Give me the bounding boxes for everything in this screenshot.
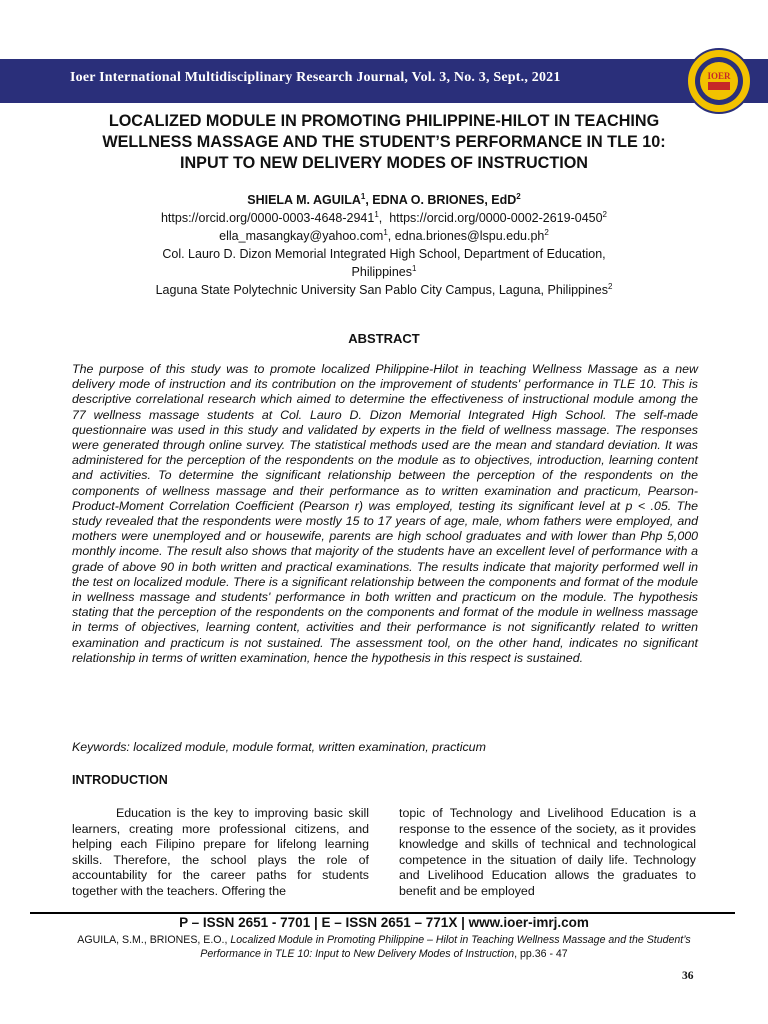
title-line: LOCALIZED MODULE IN PROMOTING PHILIPPINE-HILOT IN TEACHING [108, 112, 660, 130]
keywords: Keywords: localized module, module format, written examination, practicum [72, 740, 486, 754]
introduction-heading: INTRODUCTION [72, 773, 168, 787]
email-1[interactable]: ella_masangkay@yahoo.com [219, 229, 384, 243]
author-2: EDNA O. BRIONES, EdD [372, 193, 517, 207]
orcid-1[interactable]: https://orcid.org/0000-0003-4648-2941 [160, 211, 375, 225]
author-1: SHIELA M. AGUILA [247, 193, 361, 207]
introduction-column-right: topic of Technology and Livelihood Education is a response to the essence of the society, as it provides knowledge and skills of technical and technological competence in the situation of daily life. Technology and Livelihood Education allows the graduates to benefit and be employed [399, 806, 696, 898]
seal-text: IOER [707, 71, 731, 81]
journal-seal-logo [686, 48, 752, 114]
journal-header-banner [0, 59, 768, 103]
email-2[interactable]: edna.briones@lspu.edu.ph [394, 229, 545, 243]
orcid-line: https://orcid.org/0000-0003-4648-2941$^1$, https://orcid.org/0000-0002-2619-0450$^2$ [160, 209, 607, 225]
citation-pages: , pp.36 - 47 [514, 948, 568, 960]
affiliation-2: Laguna State Polytechnic University San Pablo City Campus, Laguna, Philippines$^2$ [155, 281, 613, 297]
author-block [40, 191, 728, 299]
title-line: WELLNESS MASSAGE AND THE STUDENT’S PERFORMANCE IN TLE 10: [102, 133, 666, 151]
introduction-column-left: Education is the key to improving basic skill learners, creating more professional citizens, and helping each Filipino prepare for lifelong learning skills. Therefore, the school plays the role of accountability for the career paths for students together with the teachers. Offering the [72, 806, 369, 898]
affiliation-1: Col. Lauro D. Dizon Memorial Integrated High School, Department of Education, [162, 247, 606, 261]
title-line: INPUT TO NEW DELIVERY MODES OF INSTRUCTION [179, 154, 588, 172]
paper-title [40, 111, 728, 174]
affiliation-1-cont: Philippines$^1$ [351, 263, 417, 279]
orcid-2[interactable]: https://orcid.org/0000-0002-2619-0450 [389, 211, 603, 225]
citation [60, 933, 708, 961]
citation-title: Localized Module in Promoting Philippine – Hilot in Teaching Wellness Massage and the Student’s Performance in TLE 10: Input to New Delivery Modes of Instruction [200, 934, 691, 960]
citation-authors: AGUILA, S.M., BRIONES, E.O., [77, 934, 231, 946]
abstract-heading: ABSTRACT [348, 331, 420, 346]
email-line: ella_masangkay@yahoo.com$^1$, $edna.briones@lspu.edu.ph^2$ [219, 227, 549, 243]
page-number: 36 [682, 970, 694, 982]
author-names: SHIELA M. AGUILA$^1$, EDNA O. BRIONES, EdD$^2$ [247, 191, 521, 207]
footer-divider [30, 912, 735, 914]
abstract-body: The purpose of this study was to promote localized Philippine-Hilot in teaching Wellness Massage as a new delivery mode of instruction and its contribution on the improvement of students' performance in TLE 10. This is descriptive correlational research which aimed to determine the effectiveness of instructional module among the 77 wellness massage students at Col. Lauro D. Dizon Memorial Integrated High School. The self-made questionnaire was used in this study and validated by experts in the field of wellness massage. The responses were generated through online survey. The statistical methods used are the mean and standard deviation. It was administered for the perception of the respondents on the module as to objectives, introduction, learning content and activities. To determine the significant relationship between the perception of the respondents on the components of wellness massage and their performance as to written examination and practicum, Pearson-Product-Moment Correlation Coefficient (Pearson r) was employed, testing its significant level at p < .05. The study revealed that the respondents were mostly 15 to 17 years of age, male, whom fathers were employed, and mothers were unemployed and or housewife, parents are high school graduates and with lower than Php 5,000 monthly income. The result also shows that majority of the students have an excellent level of performance with a grade of above 90 in both written and practical examinations. The results indicate that majority performed well in the test on localized module. There is a significant relationship between the components and format of the module in wellness massage and students' performance in both written and practicum on the module. The hypothesis stating that the perception of the respondents on the components and format of the module in wellness massage in terms of objectives, learning content, activities and their performance is not significantly related to written examination and practicum is not sustained. The assessment tool, on the other hand, indicates no significant relationship in terms of written examination, hence the hypothesis in this respect is sustained. [72, 362, 698, 665]
issn-line: P – ISSN 2651 - 7701 | E – ISSN 2651 – 771X | www.ioer-imrj.com [179, 915, 589, 930]
journal-title: Ioer International Multidisciplinary Research Journal, Vol. 3, No. 3, Sept., 2021 [70, 70, 561, 85]
